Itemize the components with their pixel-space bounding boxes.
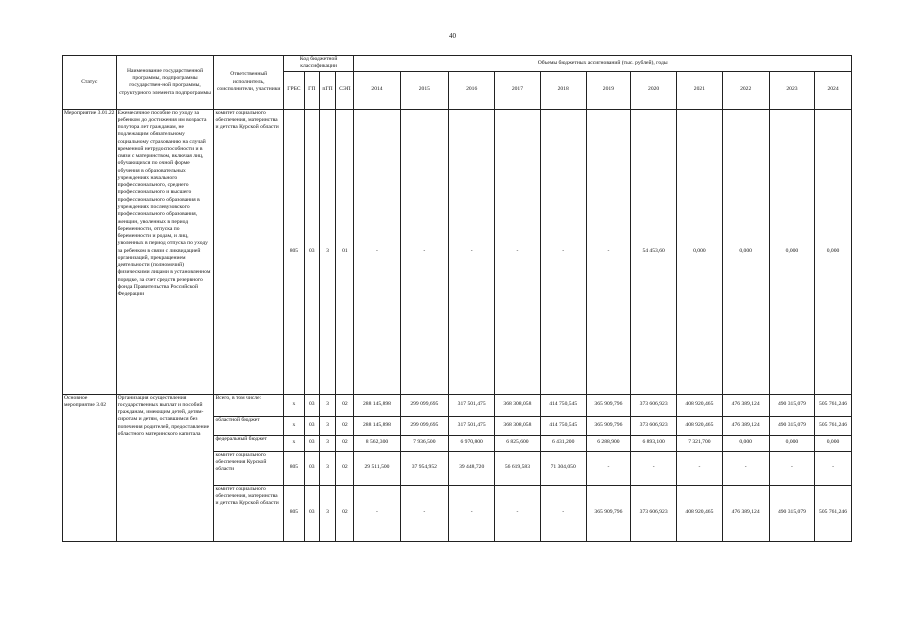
value-cell: 317 501,475 bbox=[449, 394, 495, 416]
value-cell: 414 750,545 bbox=[540, 394, 586, 416]
header-status: Статус bbox=[63, 56, 117, 110]
value-cell: 408 920,465 bbox=[677, 416, 722, 435]
budget-table bbox=[62, 55, 852, 542]
code-cell: 3 bbox=[319, 394, 336, 416]
code-cell: 02 bbox=[336, 451, 354, 485]
value-cell: 288 145,898 bbox=[354, 416, 400, 435]
header-code: СЭП bbox=[336, 71, 354, 109]
code-cell: 03 bbox=[304, 485, 319, 541]
header-code: пГП bbox=[319, 71, 336, 109]
row-responsible: комитет социального обеспечения, материнства и детства Курской области bbox=[214, 485, 283, 541]
value-cell: 0,000 bbox=[677, 109, 722, 394]
value-cell: 299 099,695 bbox=[400, 394, 448, 416]
row-responsible: комитет социального обеспечения Курской области bbox=[214, 451, 283, 485]
value-cell: - bbox=[630, 451, 676, 485]
value-cell: - bbox=[449, 109, 495, 394]
header-year: 2015 bbox=[400, 71, 448, 109]
value-cell: 7 321,700 bbox=[677, 435, 722, 451]
code-cell: 01 bbox=[336, 109, 354, 394]
code-cell: х bbox=[283, 435, 304, 451]
row-responsible: Всего, в том числе: bbox=[214, 394, 283, 416]
row-responsible: областной бюджет bbox=[214, 416, 283, 435]
value-cell: 476 389,124 bbox=[722, 416, 769, 435]
value-cell: 0,000 bbox=[769, 109, 814, 394]
value-cell: 368 308,058 bbox=[495, 416, 540, 435]
value-cell: 56 619,583 bbox=[495, 451, 540, 485]
header-volumes: Объемы бюджетных ассигнований (тыс. рублей), годы bbox=[354, 56, 852, 72]
code-cell: 03 bbox=[304, 394, 319, 416]
row-name: Ежемесячное пособие по уходу за ребенком до достижения им возраста полутора лет гражданам, не подлежащим обязательному социальному страхованию на случай временной нетрудоспособности и в связи с материнством, включая лиц, обучающихся по очной форме обучения в образовательных учреждениях начального профессионального, среднего профессионального и высшего профессионального образования в учреждениях послевузовского профессионального образования, женщин, уволенных в период беременности, отпуска по беременности и родам, и лиц, уволенных в период отпуска по уходу за ребенком в связи с ликвидацией организаций, прекращением деятельности (полномочий) физическими лицами в установленном порядке, за счет средств резервного фонда Правительства Российской Федерации bbox=[116, 109, 214, 394]
header-year: 2014 bbox=[354, 71, 400, 109]
value-cell: 37 954,952 bbox=[400, 451, 448, 485]
header-year: 2023 bbox=[769, 71, 814, 109]
value-cell: 6 825,600 bbox=[495, 435, 540, 451]
header-year: 2021 bbox=[677, 71, 722, 109]
value-cell: 8 562,300 bbox=[354, 435, 400, 451]
value-cell: 368 308,058 bbox=[495, 394, 540, 416]
value-cell: 0,000 bbox=[722, 435, 769, 451]
value-cell: 54 453,60 bbox=[630, 109, 676, 394]
code-cell: 805 bbox=[283, 451, 304, 485]
value-cell: 6 288,900 bbox=[586, 435, 630, 451]
value-cell: 6 431,200 bbox=[540, 435, 586, 451]
value-cell: - bbox=[722, 451, 769, 485]
value-cell: - bbox=[586, 451, 630, 485]
code-cell: х bbox=[283, 394, 304, 416]
value-cell: 71 304,050 bbox=[540, 451, 586, 485]
value-cell: 505 761,246 bbox=[815, 394, 852, 416]
code-cell: 02 bbox=[336, 394, 354, 416]
value-cell: 299 099,695 bbox=[400, 416, 448, 435]
value-cell: 490 315,079 bbox=[769, 416, 814, 435]
value-cell: 29 511,500 bbox=[354, 451, 400, 485]
value-cell: 365 909,796 bbox=[586, 416, 630, 435]
header-year: 2017 bbox=[495, 71, 540, 109]
value-cell: 6 970,800 bbox=[449, 435, 495, 451]
header-year: 2022 bbox=[722, 71, 769, 109]
header-responsible: Ответственный исполнитель, соисполнители, участники bbox=[214, 56, 283, 110]
header-code: ГРБС bbox=[283, 71, 304, 109]
row-status: Мероприятие 3.01.22 bbox=[63, 109, 117, 394]
value-cell: 490 315,079 bbox=[769, 485, 814, 541]
value-cell: 505 761,246 bbox=[815, 416, 852, 435]
value-cell: 7 936,500 bbox=[400, 435, 448, 451]
row-name: Организация осуществления государственных выплат и пособий гражданам, имеющим детей, детям-сиротам и детям, оставшимся без попечения родителей, предоставление областного материнского капитала bbox=[116, 394, 214, 541]
value-cell: 0,000 bbox=[815, 435, 852, 451]
value-cell: - bbox=[354, 485, 400, 541]
value-cell: - bbox=[677, 451, 722, 485]
row-status: Основное мероприятие 3.02 bbox=[63, 394, 117, 541]
value-cell: - bbox=[540, 485, 586, 541]
table-row bbox=[63, 394, 852, 416]
value-cell: 288 145,898 bbox=[354, 394, 400, 416]
value-cell: - bbox=[586, 109, 630, 394]
code-cell: 03 bbox=[304, 416, 319, 435]
value-cell: 365 909,796 bbox=[586, 394, 630, 416]
value-cell: - bbox=[495, 485, 540, 541]
code-cell: 03 bbox=[304, 435, 319, 451]
value-cell: 476 389,124 bbox=[722, 394, 769, 416]
value-cell: 0,000 bbox=[722, 109, 769, 394]
code-cell: 805 bbox=[283, 109, 304, 394]
value-cell: 6 893,100 bbox=[630, 435, 676, 451]
code-cell: 3 bbox=[319, 416, 336, 435]
value-cell: 39 448,720 bbox=[449, 451, 495, 485]
header-year: 2020 bbox=[630, 71, 676, 109]
value-cell: - bbox=[540, 109, 586, 394]
code-cell: 02 bbox=[336, 485, 354, 541]
row-responsible: комитет социального обеспечения, материнства и детства Курской области bbox=[214, 109, 283, 394]
code-cell: х bbox=[283, 416, 304, 435]
header-year: 2016 bbox=[449, 71, 495, 109]
value-cell: - bbox=[815, 451, 852, 485]
code-cell: 3 bbox=[319, 451, 336, 485]
value-cell: - bbox=[495, 109, 540, 394]
value-cell: 373 606,923 bbox=[630, 394, 676, 416]
value-cell: 414 750,545 bbox=[540, 416, 586, 435]
value-cell: 0,000 bbox=[815, 109, 852, 394]
code-cell: 02 bbox=[336, 435, 354, 451]
value-cell: 0,000 bbox=[769, 435, 814, 451]
value-cell: 476 389,124 bbox=[722, 485, 769, 541]
value-cell: 490 315,079 bbox=[769, 394, 814, 416]
value-cell: 373 606,923 bbox=[630, 416, 676, 435]
table-row bbox=[63, 109, 852, 394]
header-year: 2019 bbox=[586, 71, 630, 109]
value-cell: 365 909,796 bbox=[586, 485, 630, 541]
code-cell: 805 bbox=[283, 485, 304, 541]
code-cell: 3 bbox=[319, 485, 336, 541]
value-cell: 408 920,465 bbox=[677, 394, 722, 416]
value-cell: - bbox=[354, 109, 400, 394]
value-cell: 373 606,923 bbox=[630, 485, 676, 541]
row-responsible: федеральный бюджет bbox=[214, 435, 283, 451]
header-year: 2018 bbox=[540, 71, 586, 109]
page-number: 40 bbox=[449, 32, 456, 40]
value-cell: 317 501,475 bbox=[449, 416, 495, 435]
code-cell: 02 bbox=[336, 416, 354, 435]
value-cell: - bbox=[449, 485, 495, 541]
header-name: Наименование государственной программы, подпрограммы государствен-ной программы, структурного элемента подпрограммы bbox=[116, 56, 214, 110]
code-cell: 03 bbox=[304, 109, 319, 394]
value-cell: - bbox=[769, 451, 814, 485]
header-code: ГП bbox=[304, 71, 319, 109]
header-year: 2024 bbox=[815, 71, 852, 109]
value-cell: 505 761,246 bbox=[815, 485, 852, 541]
code-cell: 3 bbox=[319, 435, 336, 451]
code-cell: 03 bbox=[304, 451, 319, 485]
header-code-group: Код бюджетной классификации bbox=[283, 56, 353, 72]
value-cell: - bbox=[400, 109, 448, 394]
code-cell: 3 bbox=[319, 109, 336, 394]
value-cell: - bbox=[400, 485, 448, 541]
value-cell: 408 920,465 bbox=[677, 485, 722, 541]
